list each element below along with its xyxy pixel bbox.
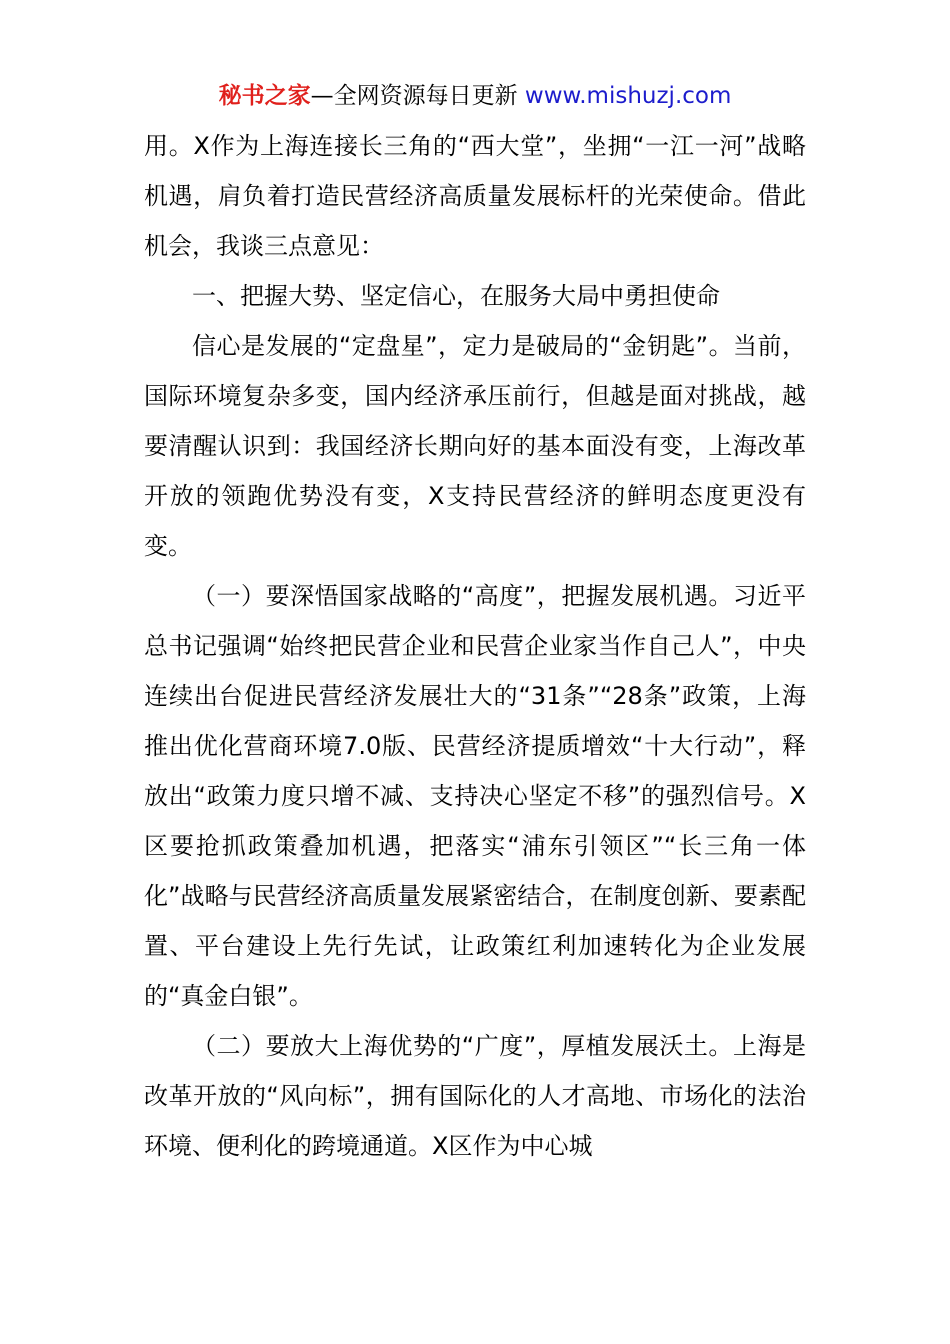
site-brand: 秘书之家 [218, 83, 311, 109]
section-heading: 一、把握大势、坚定信心，在服务大局中勇担使命 [192, 282, 720, 310]
document-body [144, 121, 806, 1171]
paragraph: （二）要放大上海优势的“广度”，厚植发展沃土。上海是改革开放的“风向标”，拥有国际化的人才高地、市场化的法治环境、便利化的跨境通道。X区作为中心城 [144, 1032, 806, 1160]
site-tagline: —全网资源每日更新 [310, 83, 525, 109]
paragraph: （一）要深悟国家战略的“高度”，把握发展机遇。习近平总书记强调“始终把民营企业和民营企业家当作自己人”，中央连续出台促进民营经济发展壮大的“31条”“28条”政策，上海推出优化营商环境7.0版、民营经济提质增效“十大行动”，释放出“政策力度只增不减、支持决心坚定不移”的强烈信号。X区要抢抓政策叠加机遇，把落实“浦东引领区”“长三角一体化”战略与民营经济高质量发展紧密结合，在制度创新、要素配置、平台建设上先行先试，让政策红利加速转化为企业发展的“真金白银”。 [144, 582, 806, 1010]
paragraph: 信心是发展的“定盘星”，定力是破局的“金钥匙”。当前，国际环境复杂多变，国内经济承压前行，但越是面对挑战，越要清醒认识到：我国经济长期向好的基本面没有变，上海改革开放的领跑优势没有变，X支持民营经济的鲜明态度更没有变。 [144, 332, 806, 560]
site-header [0, 80, 950, 112]
paragraph-continued: 用。X作为上海连接长三角的“西大堂”，坐拥“一江一河”战略机遇，肩负着打造民营经济高质量发展标杆的光荣使命。借此机会，我谈三点意见： [144, 132, 806, 260]
site-url-link[interactable]: www.mishuzj.com [524, 83, 732, 109]
